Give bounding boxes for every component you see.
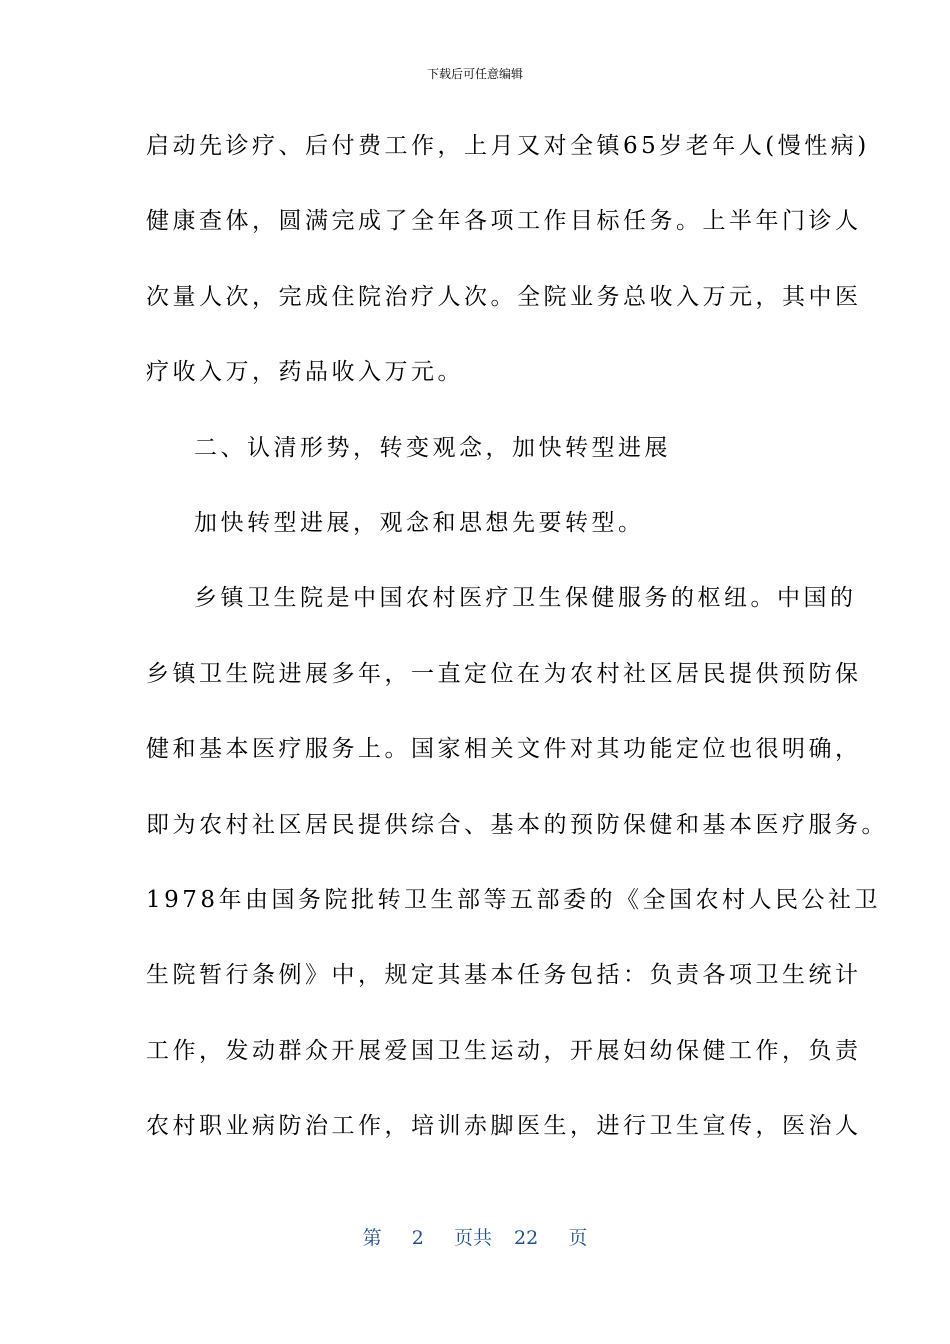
text-line: 加快转型进展，观念和思想先要转型。 [194, 509, 645, 536]
section-heading: 二、认清形势，转变观念，加快转型进展 [194, 434, 671, 461]
page-footer [0, 1226, 950, 1250]
text-line: 乡镇卫生院进展多年，一直定位在为农村社区居民提供预防保 [146, 660, 862, 687]
document-body [146, 122, 888, 1177]
text-line: 农村职业病防治工作，培训赤脚医生，进行卫生宣传，医治人 [146, 1113, 862, 1140]
footer-prefix: 第 [362, 1227, 382, 1249]
footer-suffix: 页 [568, 1227, 588, 1249]
text-line: 疗收入万，药品收入万元。 [146, 359, 464, 386]
text-line: 工作，发动群众开展爱国卫生运动，开展妇幼保健工作，负责 [146, 1037, 862, 1064]
text-line: 健康查体，圆满完成了全年各项工作目标任务。上半年门诊人 [146, 208, 862, 235]
text-line: 乡镇卫生院是中国农村医疗卫生保健服务的枢纽。中国的 [194, 585, 857, 612]
header-note: 下载后可任意编辑 [426, 67, 523, 81]
footer-middle: 页共 [453, 1227, 492, 1249]
text-line: 即为农村社区居民提供综合、基本的预防保健和基本医疗服务。 [146, 811, 888, 838]
footer-current-page: 2 [411, 1227, 424, 1249]
text-line: 启动先诊疗、后付费工作，上月又对全镇65岁老年人(慢性病) [146, 133, 870, 159]
text-line: 次量人次，完成住院治疗人次。全院业务总收入万元，其中医 [146, 283, 862, 310]
footer-total-pages: 22 [514, 1227, 539, 1249]
text-line: 1978年由国务院批转卫生部等五部委的《全国农村人民公社卫 [146, 886, 882, 913]
text-line: 生院暂行条例》中，规定其基本任务包括：负责各项卫生统计 [146, 962, 862, 989]
text-line: 健和基本医疗服务上。国家相关文件对其功能定位也很明确， [146, 736, 862, 763]
